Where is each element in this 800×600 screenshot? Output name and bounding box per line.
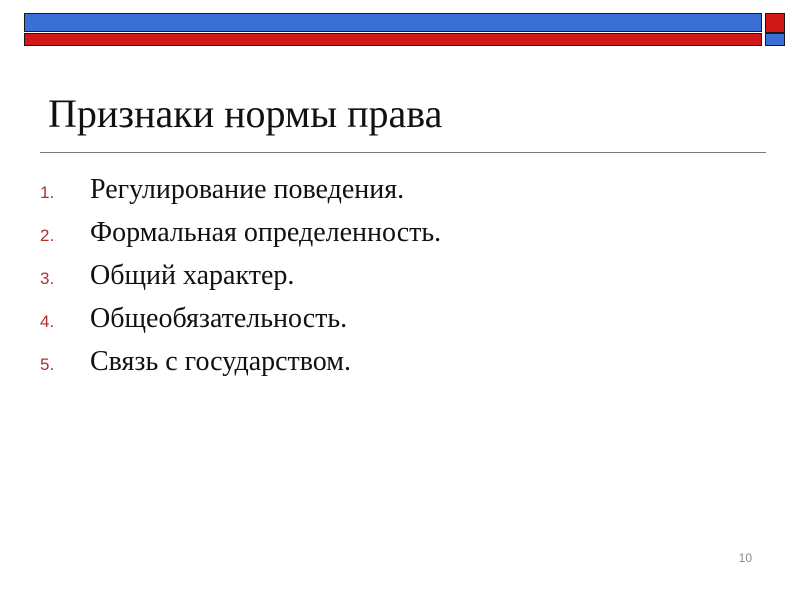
header-blue-square — [765, 33, 785, 46]
list-item-text: Общий характер. — [90, 260, 295, 291]
list-item-number: 1. — [40, 183, 55, 202]
header-blue-bar — [24, 13, 762, 32]
slide-title: Признаки нормы права — [48, 91, 443, 136]
list-item-number: 5. — [40, 355, 55, 374]
list-item-text: Общеобязательность. — [90, 303, 348, 334]
list-item — [40, 217, 441, 260]
numbered-list — [40, 174, 441, 389]
list-item-text: Формальная определенность. — [90, 217, 442, 248]
title-divider — [40, 152, 766, 153]
list-item-number: 2. — [40, 226, 55, 245]
list-item — [40, 174, 441, 217]
list-item — [40, 346, 441, 389]
list-item-text: Связь с государством. — [90, 346, 351, 377]
list-item — [40, 303, 441, 346]
header-red-square — [765, 13, 785, 33]
page-number: 10 — [738, 551, 752, 565]
list-item-number: 4. — [40, 312, 55, 331]
header-red-bar — [24, 33, 762, 46]
list-item — [40, 260, 441, 303]
list-item-text: Регулирование поведения. — [90, 174, 405, 205]
list-item-number: 3. — [40, 269, 55, 288]
